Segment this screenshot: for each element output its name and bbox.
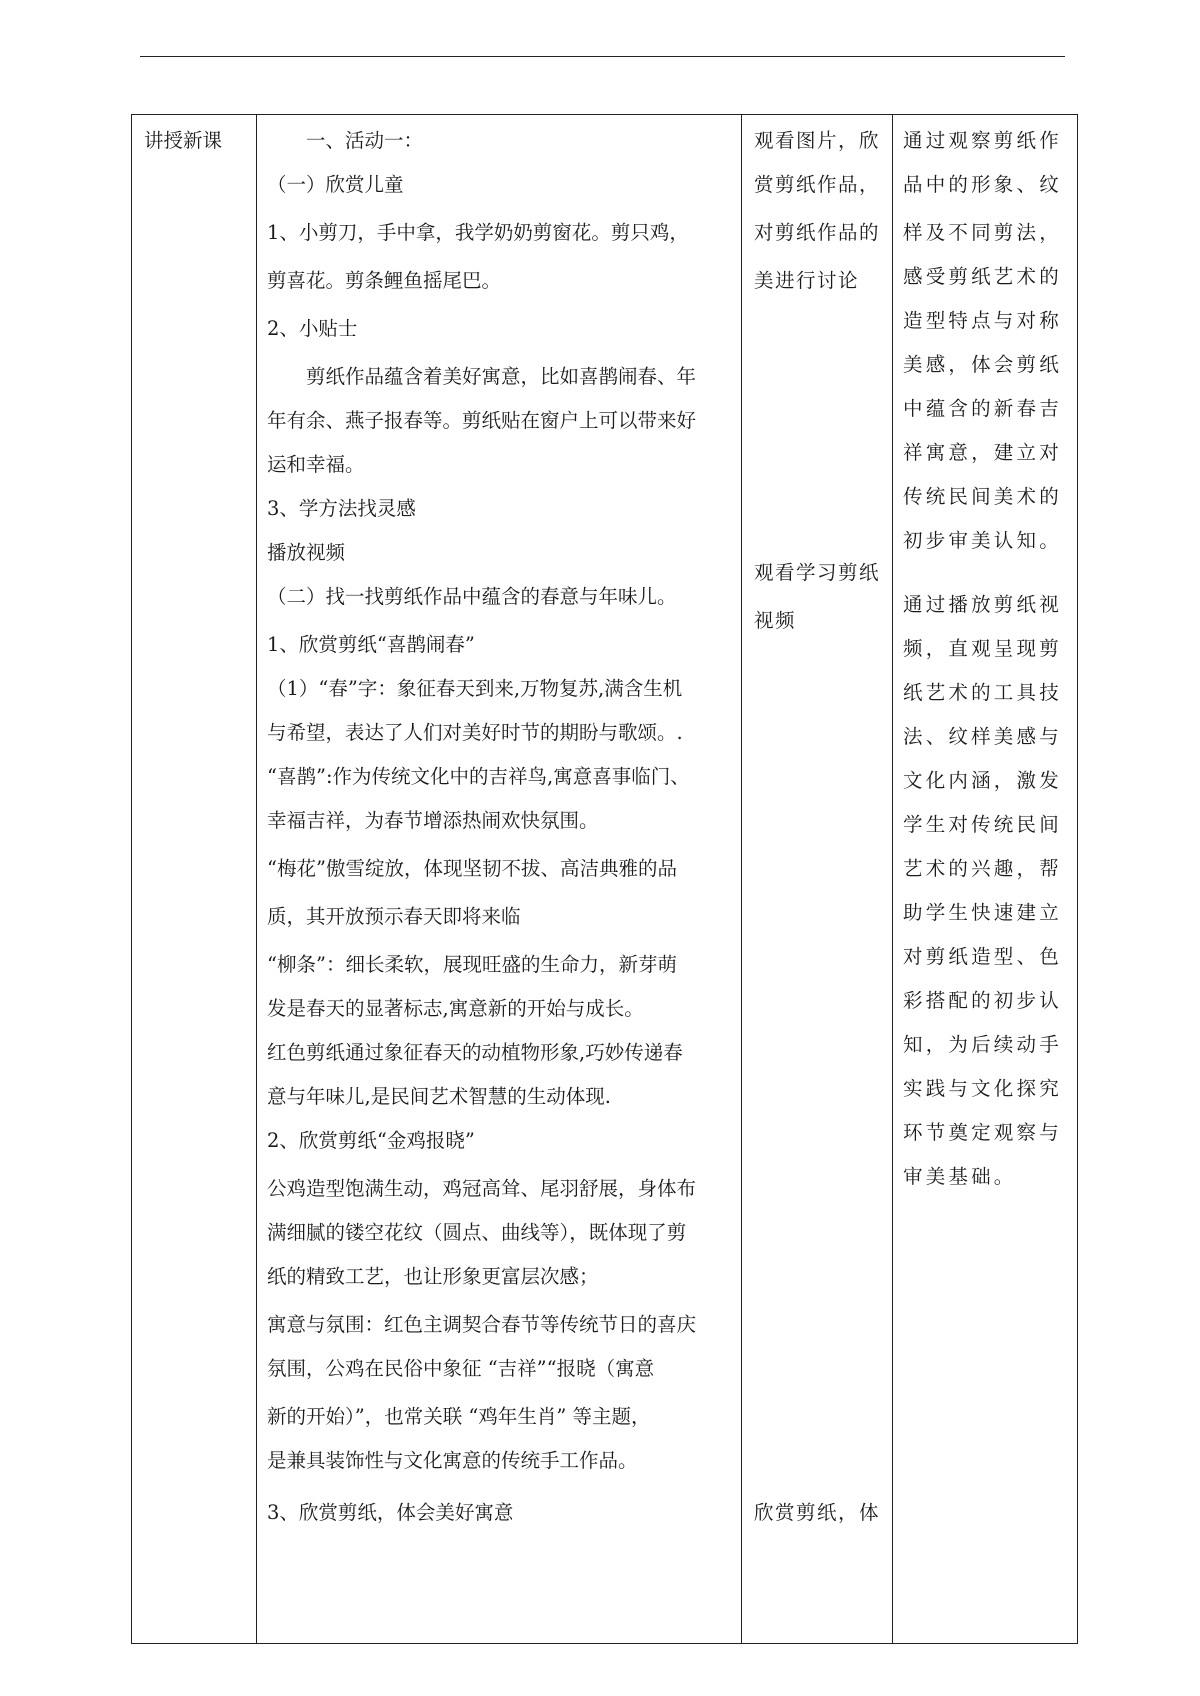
- student-activity-line: 美进行讨论: [754, 269, 860, 292]
- design-intent-line: 美感，体会剪纸: [903, 353, 1062, 376]
- design-intent-line: 通过播放剪纸视: [903, 593, 1062, 616]
- content-line: 1、欣赏剪纸“喜鹊闹春”: [267, 633, 475, 656]
- content-line: 公鸡造型饱满生动，鸡冠高耸、尾羽舒展，身体布: [267, 1177, 697, 1200]
- student-activity-line: 赏剪纸作品，: [754, 173, 881, 196]
- content-line: 2、欣赏剪纸“金鸡报晓”: [267, 1129, 475, 1152]
- design-intent-line: 初步审美认知。: [903, 529, 1062, 552]
- design-intent-line: 审美基础。: [903, 1165, 1017, 1188]
- content-line: 2、小贴士: [267, 317, 358, 340]
- design-intent-line: 样及不同剪法，: [903, 221, 1062, 244]
- design-intent-line: 法、纹样美感与: [903, 725, 1062, 748]
- content-line: 播放视频: [267, 541, 346, 564]
- design-intent-line: 造型特点与对称: [903, 309, 1062, 332]
- design-intent-cell: [893, 115, 1078, 1644]
- content-line: （二）找一找剪纸作品中蕴含的春意与年味儿。: [267, 585, 677, 608]
- design-intent-line: 频，直观呈现剪: [903, 637, 1062, 660]
- content-line: （一）欣赏儿童: [267, 173, 404, 196]
- section-label-cell: [132, 115, 257, 1644]
- table-row: [132, 115, 1078, 1644]
- content-line: 与希望，表达了人们对美好时节的期盼与歌颂。.: [267, 721, 683, 744]
- content-line: 意与年味儿,是民间艺术智慧的生动体现.: [267, 1085, 611, 1108]
- content-line: 3、学方法找灵感: [267, 497, 416, 520]
- student-activity-line: 观看学习剪纸: [754, 561, 881, 584]
- section-label: 讲授新课: [144, 129, 223, 152]
- design-intent-line: 品中的形象、纹: [903, 173, 1062, 196]
- design-intent-line: 学生对传统民间: [903, 813, 1062, 836]
- design-intent-line: 祥寓意，建立对: [903, 441, 1062, 464]
- content-line: 剪纸作品蕴含着美好寓意，比如喜鹊闹春、年: [267, 365, 697, 388]
- lesson-plan-table: [131, 114, 1078, 1644]
- design-intent-line: 感受剪纸艺术的: [903, 265, 1062, 288]
- design-intent-line: 艺术的兴趣，帮: [903, 857, 1062, 880]
- content-line: 氛围，公鸡在民俗中象征 “吉祥”“报晓（寓意: [267, 1357, 655, 1380]
- student-activity-line: 欣赏剪纸，体: [754, 1501, 881, 1524]
- content-line: 新的开始）”，也常关联 “鸡年生肖” 等主题，: [267, 1405, 651, 1428]
- design-intent-line: 传统民间美术的: [903, 485, 1062, 508]
- content-line: 质，其开放预示春天即将来临: [267, 905, 521, 928]
- student-activity-cell: [742, 115, 893, 1644]
- design-intent-line: 文化内涵，激发: [903, 769, 1062, 792]
- content-line: 寓意与氛围：红色主调契合春节等传统节日的喜庆: [267, 1313, 697, 1336]
- content-line: 一、活动一：: [267, 129, 424, 152]
- content-line: “梅花”傲雪绽放，体现坚韧不拔、高洁典雅的品: [267, 857, 677, 880]
- design-intent-line: 中蕴含的新春吉: [903, 397, 1062, 420]
- design-intent-line: 助学生快速建立: [903, 901, 1062, 924]
- design-intent-line: 对剪纸造型、色: [903, 945, 1062, 968]
- content-line: 纸的精致工艺，也让形象更富层次感；: [267, 1265, 599, 1288]
- content-line: 年有余、燕子报春等。剪纸贴在窗户上可以带来好: [267, 409, 697, 432]
- student-activity-line: 视频: [754, 609, 797, 632]
- student-activity-line: 对剪纸作品的: [754, 221, 881, 244]
- content-line: 1、小剪刀，手中拿，我学奶奶剪窗花。剪只鸡，: [267, 221, 689, 244]
- content-line: 3、欣赏剪纸，体会美好寓意: [267, 1501, 514, 1524]
- content-line: 红色剪纸通过象征春天的动植物形象,巧妙传递春: [267, 1041, 683, 1064]
- content-line: （1）“春”字：象征春天到来,万物复苏,满含生机: [267, 677, 683, 700]
- content-line: “喜鹊”:作为传统文化中的吉祥鸟,寓意喜事临门、: [267, 765, 690, 788]
- design-intent-line: 纸艺术的工具技: [903, 681, 1062, 704]
- design-intent-line: 彩搭配的初步认: [903, 989, 1062, 1012]
- design-intent-line: 实践与文化探究: [903, 1077, 1062, 1100]
- content-line: 幸福吉祥，为春节增添热闹欢快氛围。: [267, 809, 599, 832]
- content-line: 是兼具装饰性与文化寓意的传统手工作品。: [267, 1449, 638, 1472]
- design-intent-line: 环节奠定观察与: [903, 1121, 1062, 1144]
- content-line: 运和幸福。: [267, 453, 365, 476]
- teaching-content-cell: [257, 115, 742, 1644]
- content-line: 剪喜花。剪条鲤鱼摇尾巴。: [267, 269, 502, 292]
- content-line: “柳条”：细长柔软，展现旺盛的生命力，新芽萌: [267, 953, 677, 976]
- design-intent-line: 知，为后续动手: [903, 1033, 1062, 1056]
- content-line: 发是春天的显著标志,寓意新的开始与成长。: [267, 997, 644, 1020]
- header-rule: [140, 56, 1065, 57]
- design-intent-line: 通过观察剪纸作: [903, 129, 1062, 152]
- content-line: 满细腻的镂空花纹（圆点、曲线等），既体现了剪: [267, 1221, 687, 1244]
- student-activity-line: 观看图片，欣: [754, 129, 881, 152]
